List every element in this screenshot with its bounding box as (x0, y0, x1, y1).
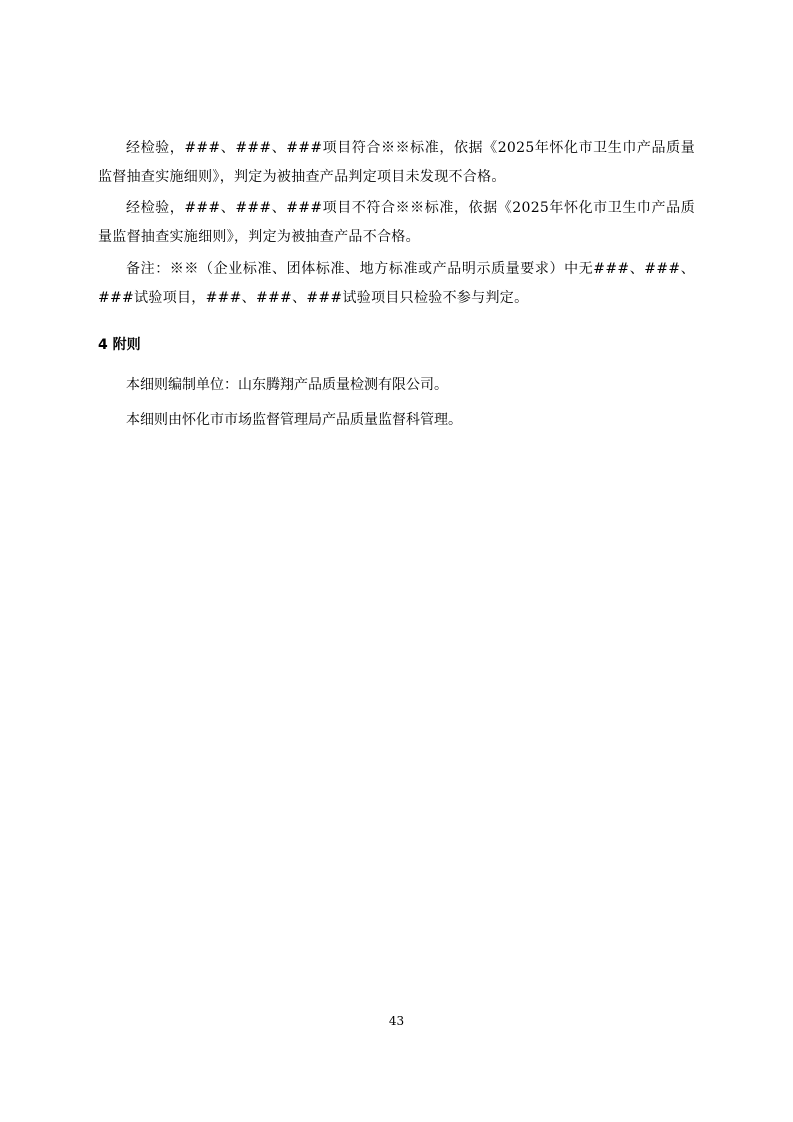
section-heading: 4 附则 (98, 337, 141, 353)
compiler-line: 本细则编制单位：山东腾翔产品质量检测有限公司。 (126, 377, 448, 393)
page-number: 43 (388, 1014, 405, 1028)
remark-paragraph: 备注：※※（企业标准、团体标准、地方标准或产品明示质量要求）中无###、###、###试验项目，###、###、###试验项目只检验不参与判定。 (98, 261, 695, 306)
conclusion-pass-paragraph: 经检验，###、###、###项目符合※※标准，依据《2025年怀化市卫生巾产品质量监督抽查实施细则》，判定为被抽查产品判定项目未发现不合格。 (98, 140, 695, 185)
conclusion-fail-paragraph: 经检验，###、###、###项目不符合※※标准，依据《2025年怀化市卫生巾产品质量监督抽查实施细则》，判定为被抽查产品不合格。 (98, 200, 695, 245)
management-line: 本细则由怀化市市场监督管理局产品质量监督科管理。 (126, 412, 462, 428)
